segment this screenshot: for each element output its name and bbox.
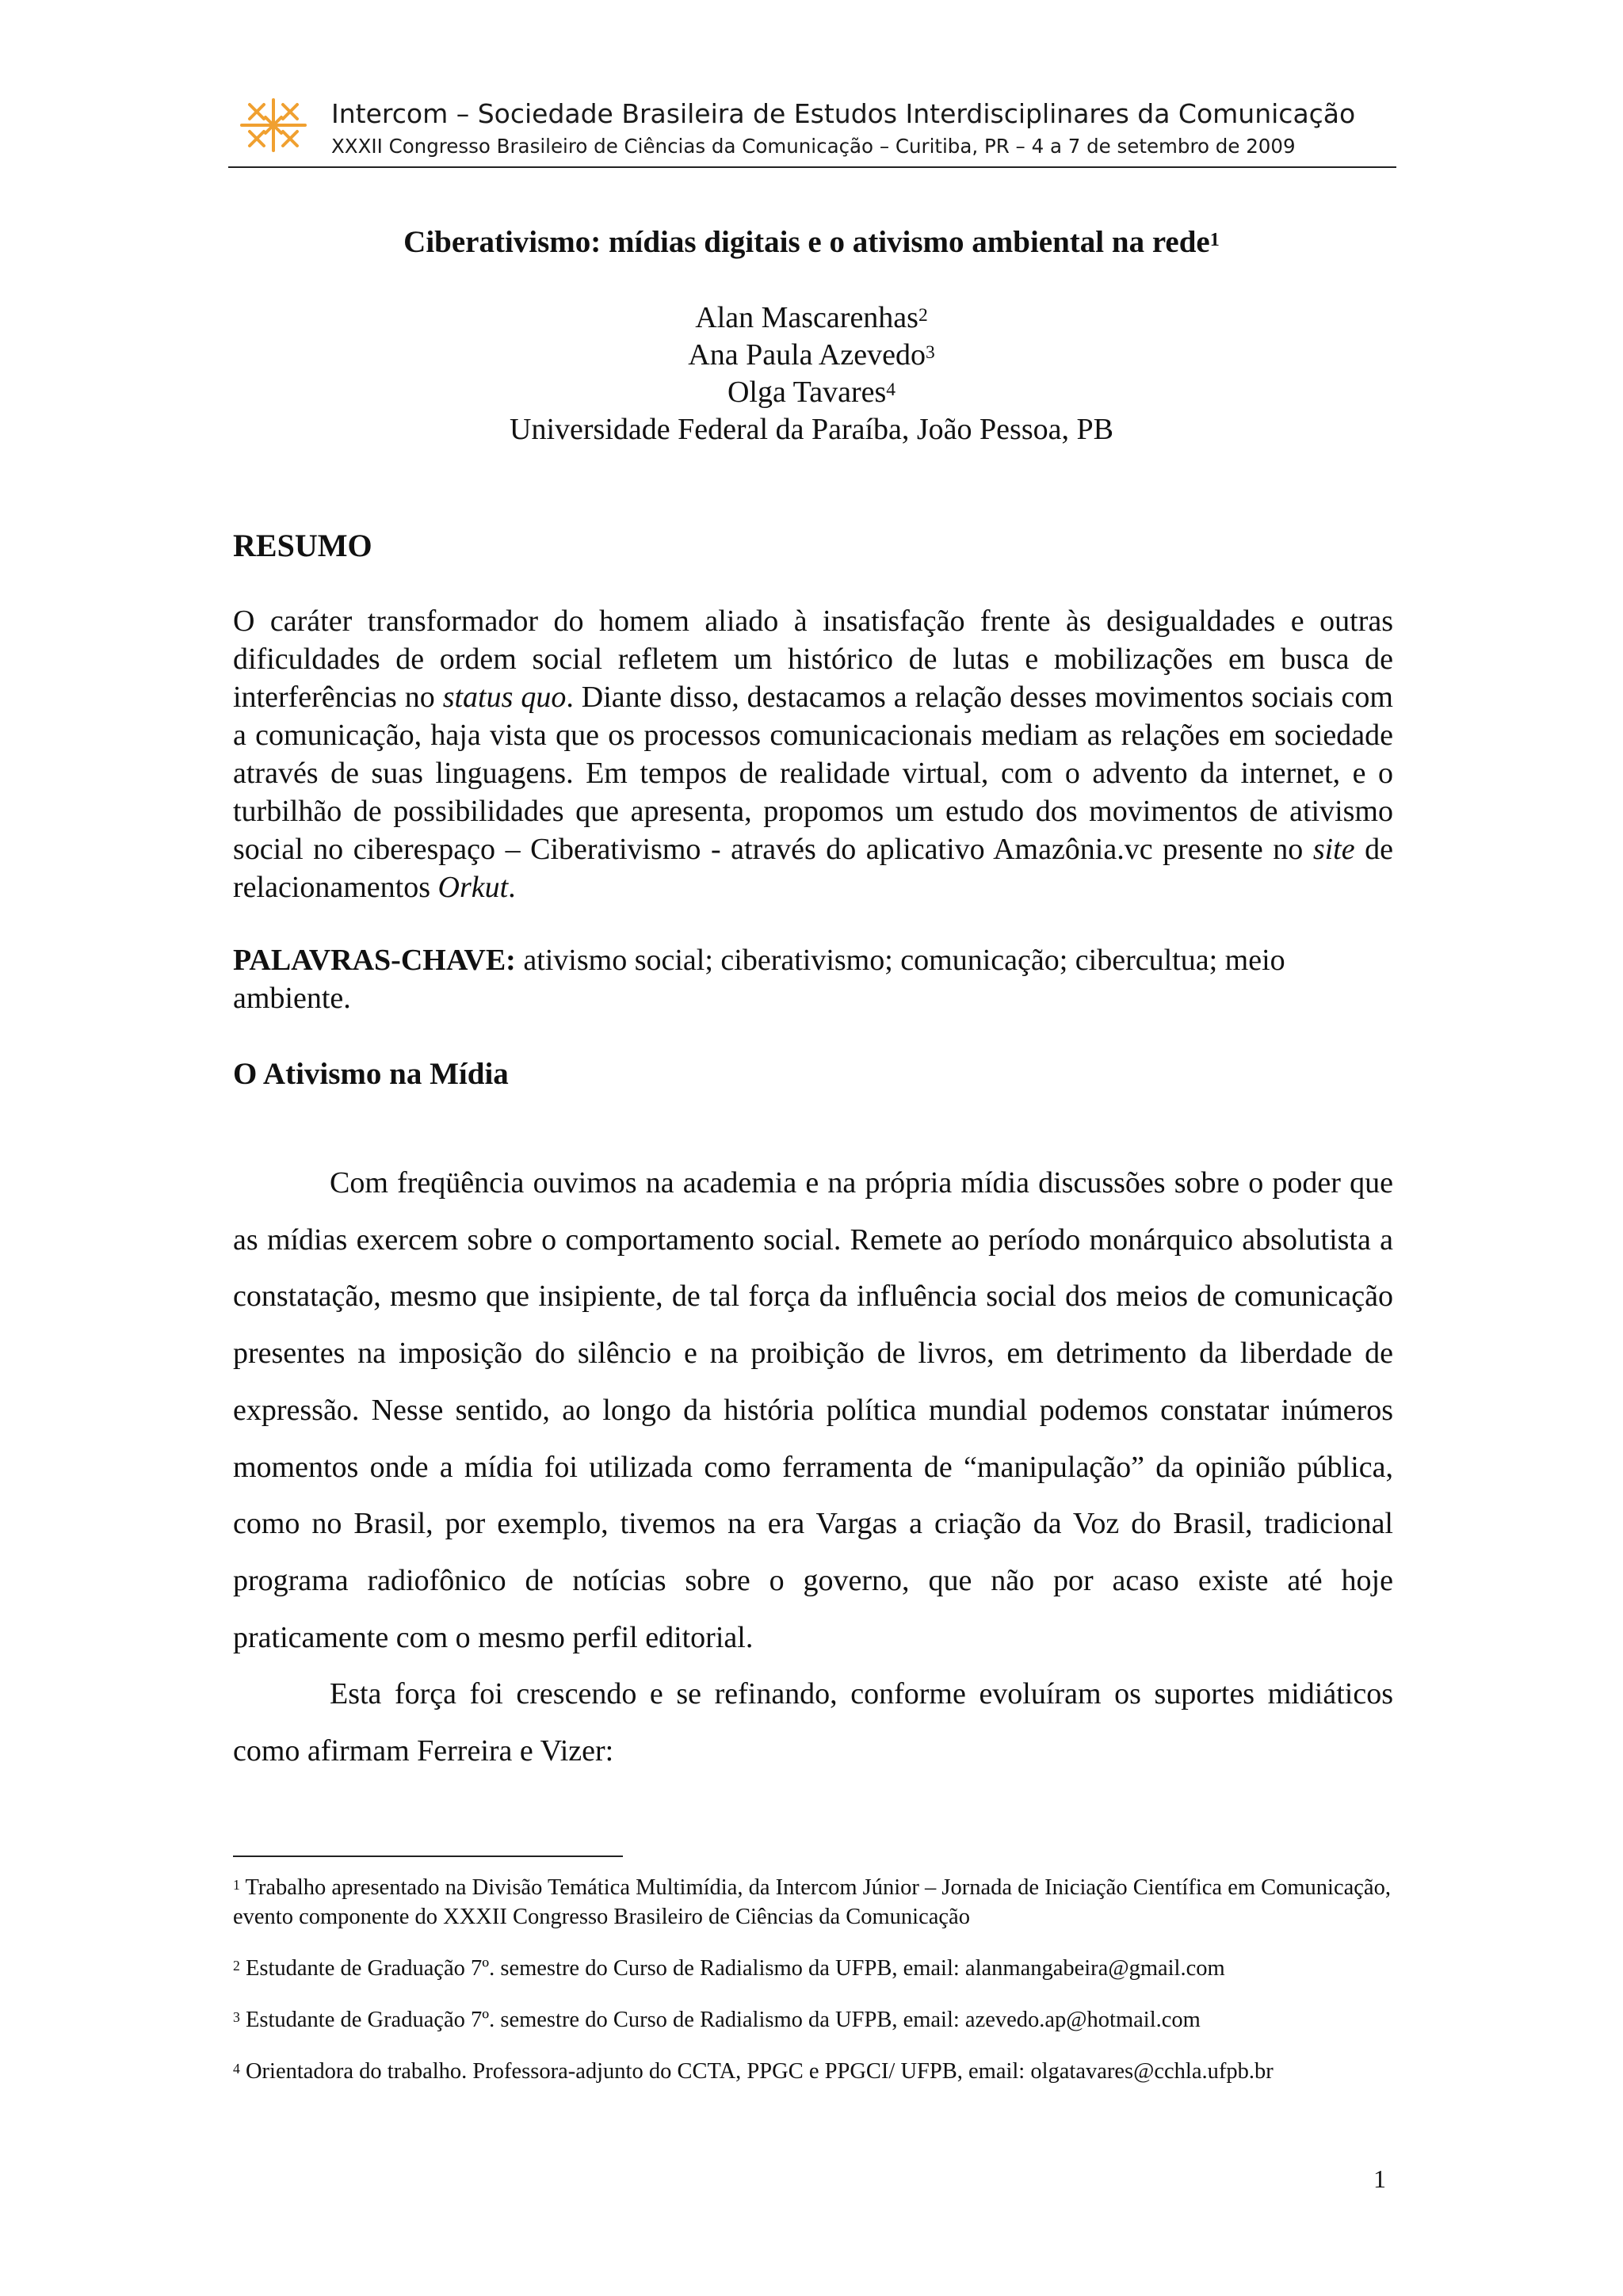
footnote-number: 1 [233,1876,240,1893]
footnote-text: Orientadora do trabalho. Professora-adjunto do CCTA, PPGC e PPGCI/ UFPB, email: olgatavares@cchla.ufpb.br [239,2059,1274,2084]
author-line [0,374,1623,411]
footnote [233,2057,1393,2086]
footnote-number: 4 [233,2060,240,2077]
author-line [0,299,1623,337]
author-footnote-ref: 3 [925,341,935,363]
keywords [233,941,1393,1017]
footnote [233,2005,1393,2035]
footnote-text: Trabalho apresentado na Divisão Temática Multimídia, da Intercom Júnior – Jornada de Iniciação Científica em Comunicação, evento componente do XXXII Congresso Brasileiro de Ciências da Comunicação [233,1875,1391,1929]
author-name: Olga Tavares [727,376,887,409]
abstract-text: . [508,871,516,904]
title-text: Ciberativismo: mídias digitais e o ativismo ambiental na rede [403,225,1210,259]
section-heading: O Ativismo na Mídia [233,1057,509,1091]
author-block [0,299,1623,448]
author-footnote-ref: 2 [918,304,928,326]
paper-title [0,224,1623,260]
abstract-text: de relacionamentos [233,833,1393,904]
author-name: Ana Paula Azevedo [688,338,926,372]
footnotes [233,1873,1393,2108]
header-event: XXXII Congresso Brasileiro de Ciências da Comunicação – Curitiba, PR – 4 a 7 de setembro de 2009 [331,135,1296,158]
abstract-italic-term: status quo [442,681,567,714]
page-number: 1 [1373,2164,1386,2193]
footnote-text: Estudante de Graduação 7º. semestre do Curso de Radialismo da UFPB, email: azevedo.ap@hotmail.com [239,2008,1201,2032]
author-footnote-ref: 4 [886,379,896,400]
abstract-paragraph [233,602,1393,906]
intercom-logo-icon [240,97,307,154]
affiliation: Universidade Federal da Paraíba, João Pessoa, PB [510,413,1113,446]
keywords-label: PALAVRAS-CHAVE: [233,944,516,977]
abstract-italic-term: site [1312,833,1355,866]
abstract-text: O caráter transformador do homem aliado à insatisfação frente às desigualdades e outras dificuldades de ordem social refletem um histórico de lutas e mobilizações em busca de interferências no [233,605,1393,714]
body-paragraph: Esta força foi crescendo e se refinando, conforme evoluíram os suportes midiáticos como afirmam Ferreira e Vizer: [233,1677,1393,1768]
abstract-italic-term: Orkut [437,871,509,904]
footnote-text: Estudante de Graduação 7º. semestre do Curso de Radialismo da UFPB, email: alanmangabeira@gmail.com [239,1956,1225,1981]
header-organization: Intercom – Sociedade Brasileira de Estudos Interdisciplinares da Comunicação [331,98,1356,129]
abstract-text: . Diante disso, destacamos a relação desses movimentos sociais com a comunicação, haja vista que os processos comunicacionais mediam as relações em sociedade através de suas linguagens. Em tempos de realidade virtual, com o advento da internet, e o turbilhão de possibilidades que apresenta, propomos um estudo dos movimentos de ativismo social no ciberespaço – Ciberativismo - através do aplicativo Amazônia.vc presente no [233,681,1393,866]
footnote-number: 2 [233,1957,240,1974]
keywords-text: ativismo social; ciberativismo; comunicação; cibercultua; meio ambiente. [233,944,1285,1015]
page-header [228,86,1396,168]
body-text [233,1155,1393,1780]
abstract-heading: RESUMO [233,528,372,563]
footnote-divider [233,1855,623,1857]
footnote-number: 3 [233,2008,240,2025]
footnote [233,1873,1393,1932]
body-paragraph: Com freqüência ouvimos na academia e na própria mídia discussões sobre o poder que as mídias exercem sobre o comportamento social. Remete ao período monárquico absolutista a constatação, mesmo que insipiente, de tal força da influência social dos meios de comunicação presentes na imposição do silêncio e na proibição de livros, em detrimento da liberdade de expressão. Nesse sentido, ao longo da história política mundial podemos constatar inúmeros momentos onde a mídia foi utilizada como ferramenta de “manipulação” da opinião pública, como no Brasil, por exemplo, tivemos na era Vargas a criação da Voz do Brasil, tradicional programa radiofônico de notícias sobre o governo, que não por acaso existe até hoje praticamente com o mesmo perfil editorial. [233,1166,1393,1654]
author-name: Alan Mascarenhas [695,301,918,334]
author-line [0,337,1623,374]
footnote [233,1954,1393,1983]
title-footnote-ref: 1 [1209,228,1220,250]
